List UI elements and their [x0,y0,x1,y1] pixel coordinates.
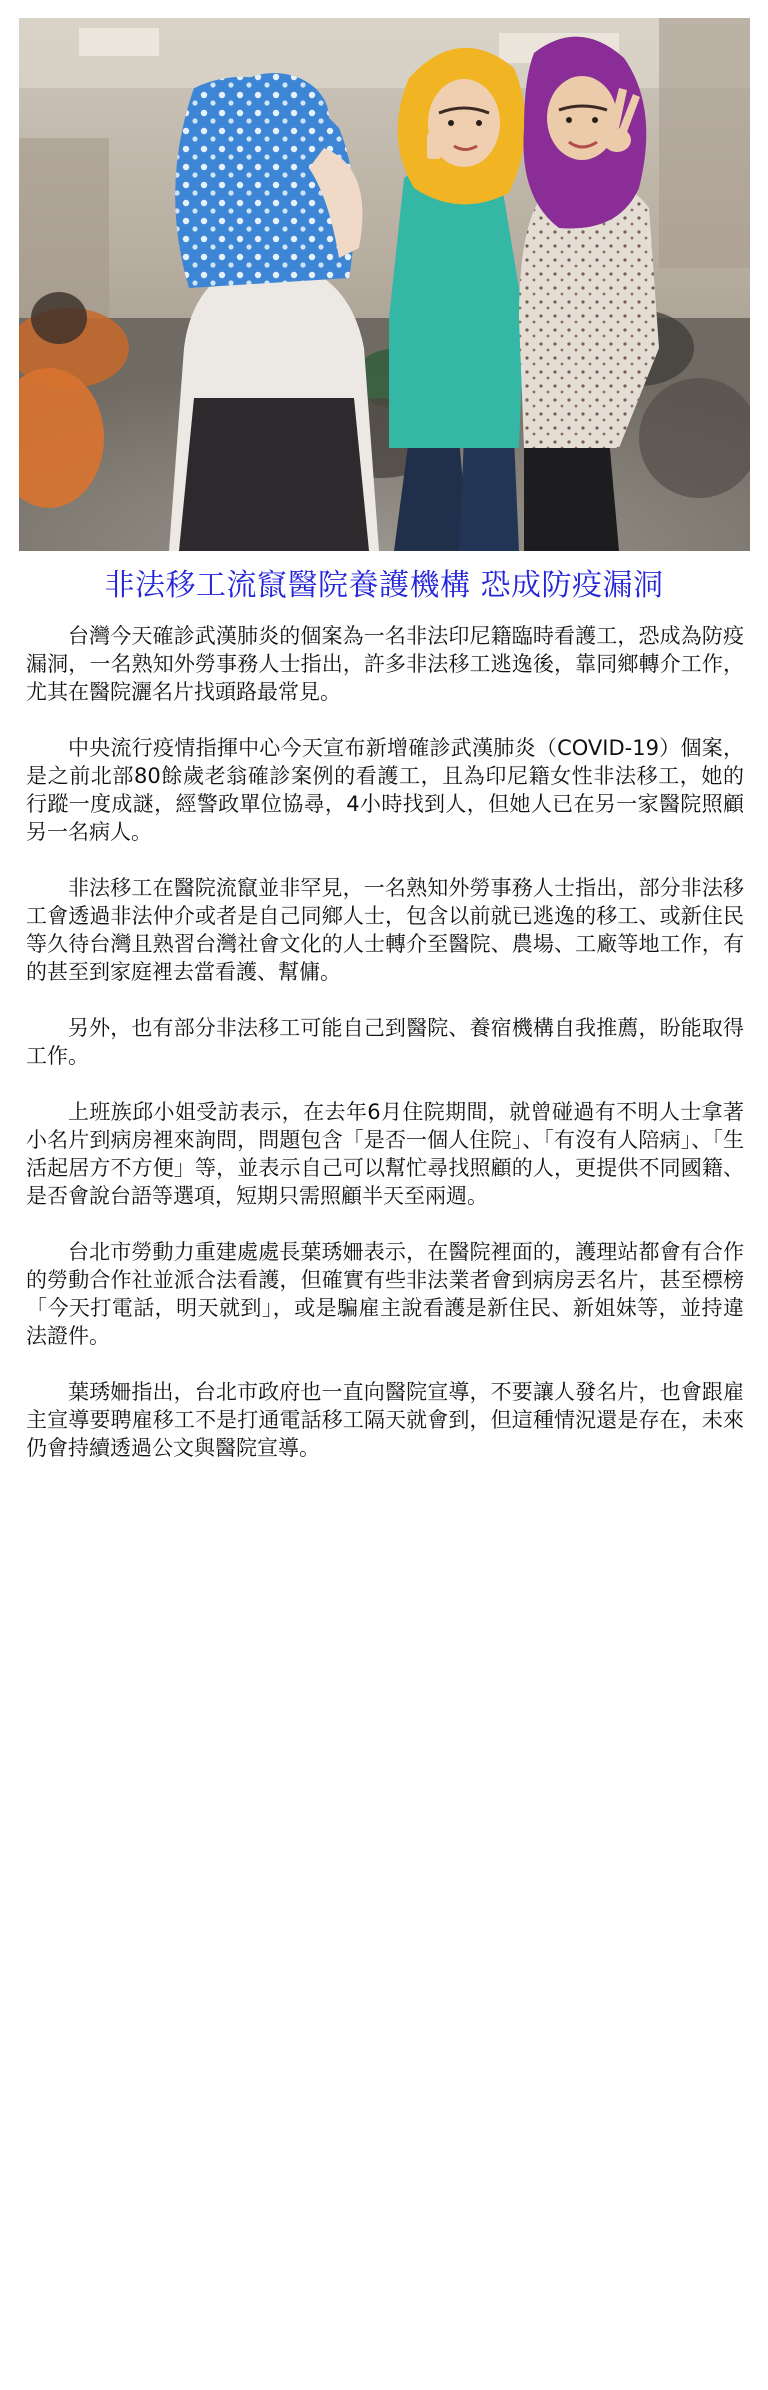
article-paragraph: 台灣今天確診武漢肺炎的個案為一名非法印尼籍臨時看護工，恐成為防疫漏洞，一名熟知外勞事務人士指出，許多非法移工逃逸後，靠同鄉轉介工作，尤其在醫院灑名片找頭路最常見。 [26,624,744,704]
photo-illustration [19,18,750,551]
article-paragraph: 非法移工在醫院流竄並非罕見，一名熟知外勞事務人士指出，部分非法移工會透過非法仲介或者是自己同鄉人士，包含以前就已逃逸的移工、或新住民等久待台灣且熟習台灣社會文化的人士轉介至醫院、農場、工廠等地工作，有的甚至到家庭裡去當看護、幫傭。 [26,876,744,984]
article-body [26,622,744,1490]
article-paragraph: 中央流行疫情指揮中心今天宣布新增確診武漢肺炎（COVID-19）個案，是之前北部80餘歲老翁確診案例的看護工，且為印尼籍女性非法移工，她的行蹤一度成謎，經警政單位協尋，4小時找到人，但她人已在另一家醫院照顧另一名病人。 [26,736,744,844]
article-paragraph: 上班族邱小姐受訪表示，在去年6月住院期間，就曾碰過有不明人士拿著小名片到病房裡來詢問，問題包含「是否一個人住院」、「有沒有人陪病」、「生活起居方不方便」等，並表示自己可以幫忙尋找照顧的人，更提供不同國籍、是否會說台語等選項，短期只需照顧半天至兩週。 [26,1100,744,1208]
article-headline: 非法移工流竄醫院養護機構 恐成防疫漏洞 [104,568,664,603]
article-paragraph: 另外，也有部分非法移工可能自己到醫院、養宿機構自我推薦，盼能取得工作。 [26,1016,744,1068]
article-paragraph: 葉琇姍指出，台北市政府也一直向醫院宣導，不要讓人發名片，也會跟雇主宣導要聘雇移工不是打通電話移工隔天就會到，但這種情況還是存在，未來仍會持續透過公文與醫院宣導。 [26,1380,744,1460]
article-paragraph: 台北市勞動力重建處處長葉琇姍表示，在醫院裡面的，護理站都會有合作的勞動合作社並派合法看護，但確實有些非法業者會到病房丟名片，甚至標榜「今天打電話，明天就到」，或是騙雇主說看護是新住民、新姐妹等，並持違法證件。 [26,1240,744,1348]
article-photo [19,18,750,551]
